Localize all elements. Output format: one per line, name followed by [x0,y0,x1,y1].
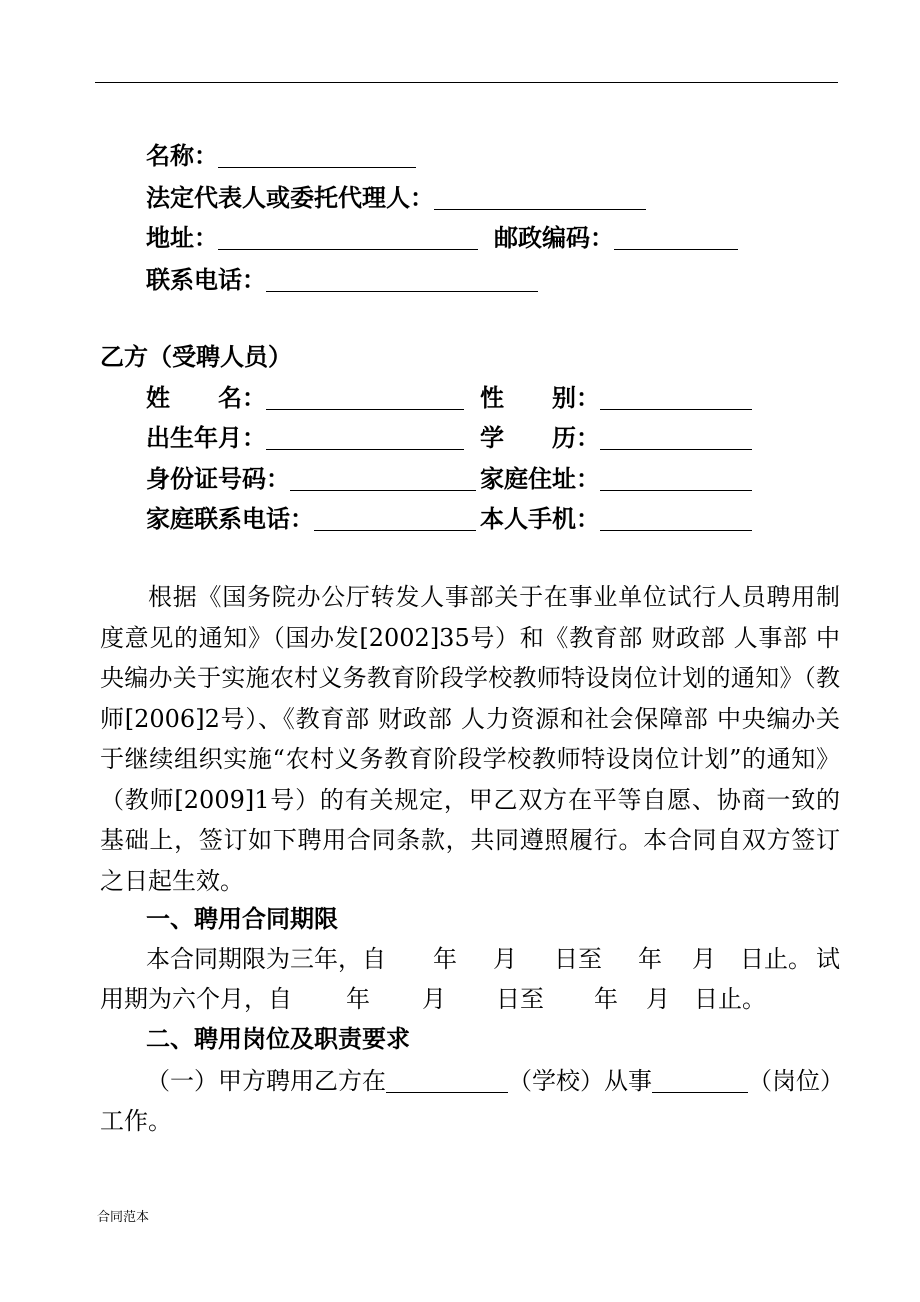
preamble-block [100,577,840,901]
party-b-row-4 [146,499,766,539]
party-b-mobile-blank[interactable] [600,502,752,531]
section2-title: 二、聘用岗位及职责要求 [146,1024,410,1053]
party-a-address-label: 地址： [146,223,218,252]
party-b-home-address-blank[interactable] [600,462,752,491]
party-b-birth-blank[interactable] [266,421,464,450]
party-b-home-address-group [480,459,752,499]
preamble-text: 根据《国务院办公厅转发人事部关于在事业单位试行人员聘用制度意见的通知》（国办发[2002]35号）和《教育部 财政部 人事部 中央编办关于实施农村义务教育阶段学校教师特设岗位计划的通知》（教师[2006]2号）、《教育部 财政部 人力资源和社会保障部 中央编办关于继续组织实施“农村义务教育阶段学校教师特设岗位计划”的通知》（教师[2009]1号）的有关规定，甲乙双方在平等自愿、协商一致的基础上，签订如下聘用合同条款，共同遵照履行。本合同自双方签订之日起生效。 [100,583,840,895]
probation-end-month: 月 [646,985,670,1013]
party-b-home-phone-label: 家庭联系电话： [146,504,314,533]
probation-start-month: 月 [422,985,446,1013]
party-a-name-label: 名称： [146,141,218,170]
party-a-postcode-group [494,218,738,258]
party-b-heading: 乙方（受聘人员） [100,342,292,371]
party-a-postcode-label: 邮政编码： [494,223,614,252]
party-b-row-1 [146,378,766,418]
post-text-b: （学校）从事 [508,1067,652,1095]
term-end-year: 年 [638,945,662,973]
party-b-education-label: 学 历： [480,423,600,452]
party-b-home-phone-blank[interactable] [314,502,476,531]
header-rule [95,82,838,83]
probation-end-year: 年 [594,985,618,1013]
party-a-address-row [146,218,846,258]
probation-end-day: 日止。 [694,985,766,1013]
term-start-year: 年 [433,945,457,973]
party-a-rep-label: 法定代表人或委托代理人： [146,183,434,212]
term-end-day: 日止。 [740,945,812,973]
probation-text: 用期为六个月，自 [100,985,292,1013]
party-b-education-blank[interactable] [600,421,752,450]
party-a-name-row [146,136,416,176]
party-a-name-blank[interactable] [218,139,416,168]
term-start-day: 日至 [554,945,602,973]
section2-item1-line2: 工作。 [100,1107,172,1135]
party-b-home-address-label: 家庭住址： [480,464,600,493]
party-b-gender-label: 性 别： [480,383,600,412]
section1-line2 [100,979,840,1019]
party-a-postcode-blank[interactable] [614,221,738,250]
probation-start-day: 日至 [496,985,544,1013]
post-text-c: （岗位） [748,1067,844,1095]
probation-start-year: 年 [346,985,370,1013]
term-text: 本合同期限为三年，自 [146,945,386,973]
section2-item1-line1 [146,1061,846,1101]
section1-line1 [146,939,846,979]
party-a-rep-blank[interactable] [434,181,646,210]
party-b-name-blank[interactable] [266,381,464,410]
party-b-id-blank[interactable] [290,462,476,491]
party-b-name-label: 姓 名： [146,383,266,412]
footer-label: 合同范本 [97,1210,150,1225]
party-b-row-3 [146,459,766,499]
party-b-birth-label: 出生年月： [146,423,266,452]
school-blank[interactable] [386,1064,508,1093]
party-a-phone-row [146,260,538,300]
term-continued: 试 [816,945,840,973]
section1-title: 一、聘用合同期限 [146,904,338,933]
party-b-gender-group [480,378,752,418]
party-b-mobile-label: 本人手机： [480,504,600,533]
party-b-id-label: 身份证号码： [146,464,290,493]
term-end-month: 月 [692,945,716,973]
post-text-a: （一）甲方聘用乙方在 [146,1067,386,1095]
party-b-gender-blank[interactable] [600,381,752,410]
term-start-month: 月 [493,945,517,973]
party-b-mobile-group [480,499,752,539]
party-b-row-2 [146,418,766,458]
party-b-education-group [480,418,752,458]
party-a-rep-row [146,178,646,218]
party-a-phone-blank[interactable] [266,263,538,292]
party-a-address-blank[interactable] [218,221,478,250]
party-a-phone-label: 联系电话： [146,265,266,294]
post-blank[interactable] [652,1064,748,1093]
